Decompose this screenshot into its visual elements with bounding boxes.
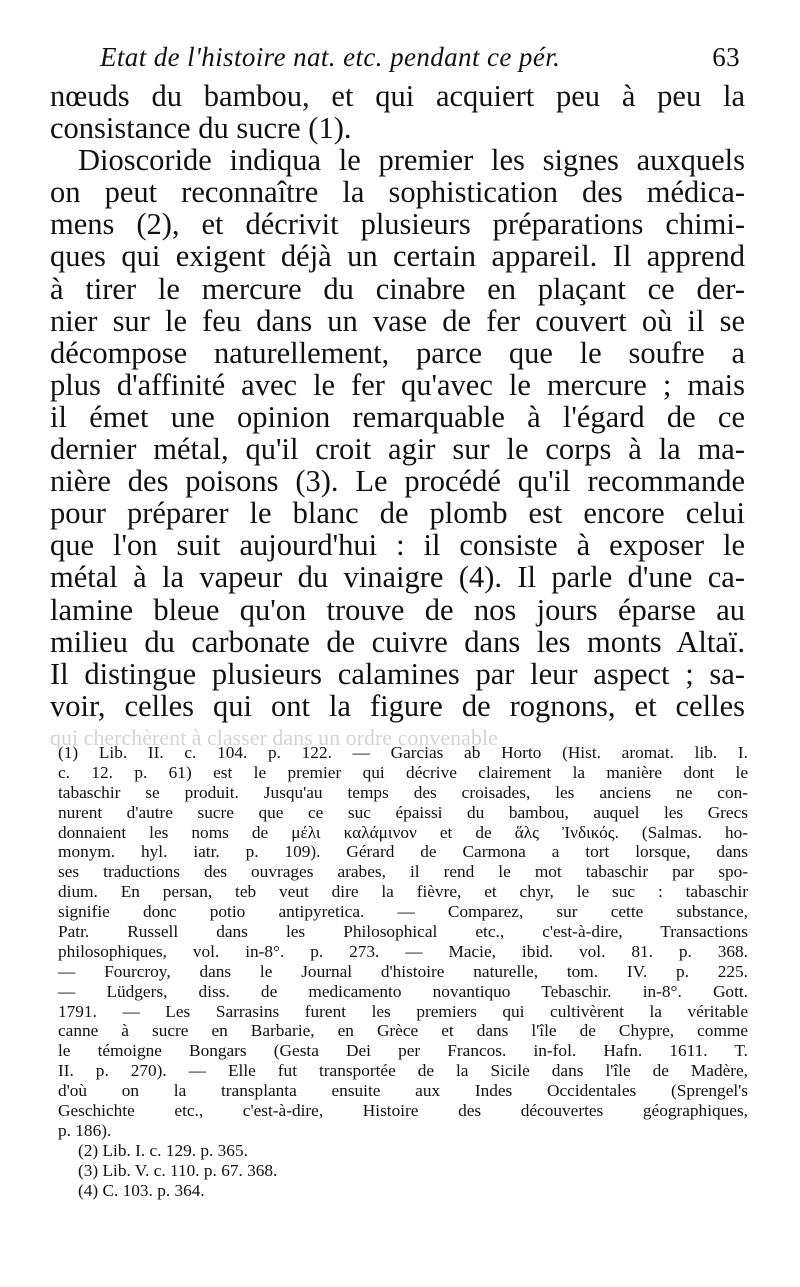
footnote-3: (3) Lib. V. c. 110. p. 67. 368. [78, 1160, 278, 1180]
text-line: voir, celles qui ont la figure de rognons, et celles [50, 688, 745, 723]
footnote-line: nurent d'autre sucre que ce suc épaissi du bambou, auquel les Grecs [58, 802, 748, 822]
footnote-line: d'où on la transplanta ensuite aux Indes Occidentales (Sprengel's [58, 1081, 748, 1101]
running-title: Etat de l'histoire nat. etc. pendant ce pér. [100, 42, 561, 72]
footnote-line: — Fourcroy, dans le Journal d'histoire naturelle, tom. IV. p. 225. [58, 961, 748, 981]
footnote-line: signifie donc potio antipyretica. — Comparez, sur cette substance, [58, 902, 748, 922]
text-line: mens (2), et décrivit plusieurs préparations chimi- [50, 207, 745, 242]
footnote-line: c. 12. p. 61) est le premier qui décrive clairement la manière dont le [58, 762, 748, 782]
bleed-through-text: qui cherchèrent à classer dans un ordre convenable [50, 724, 498, 750]
footnote-line: philosophiques, vol. in-8°. p. 273. — Macie, ibid. vol. 81. p. 368. [58, 941, 748, 961]
footnote-line: monym. hyl. iatr. p. 109). Gérard de Carmona a tort lorsque, dans [58, 842, 748, 862]
footnote-4: (4) C. 103. p. 364. [78, 1180, 205, 1200]
text-line: nier sur le feu dans un vase de fer couvert où il se [50, 303, 745, 338]
footnote-line: p. 186). [58, 1120, 112, 1140]
footnote-line: le témoigne Bongars (Gesta Dei per Francos. in-fol. Hafn. 1611. T. [58, 1041, 748, 1061]
text-line: nière des poisons (3). Le procédé qu'il recommande [50, 464, 745, 499]
footnotes [58, 743, 748, 1200]
text-line: Il distingue plusieurs calamines par leur aspect ; sa- [50, 656, 745, 691]
text-line: nœuds du bambou, et qui acquiert peu à peu la [50, 79, 745, 113]
text-line: lamine bleue qu'on trouve de nos jours éparse au [50, 592, 745, 627]
text-line: milieu du carbonate de cuivre dans les monts Altaï. [50, 624, 745, 659]
text-line: ques qui exigent déjà un certain appareil. Il apprend [50, 239, 745, 274]
footnote-line: canne à sucre en Barbarie, en Grèce et dans l'île de Chypre, comme [58, 1021, 748, 1041]
page-number: 63 [712, 42, 740, 72]
text-line: Dioscoride indiqua le premier les signes auxquels [78, 143, 745, 178]
footnote-line: tabaschir se produit. Jusqu'au temps des croisades, les anciens ne con- [58, 782, 748, 802]
text-line: plus d'affinité avec le fer qu'avec le mercure ; mais [50, 367, 745, 402]
text-line: à tirer le mercure du cinabre en plaçant ce der- [50, 271, 745, 306]
text-line: décompose naturellement, parce que le soufre a [50, 335, 745, 370]
text-line: pour préparer le blanc de plomb est encore celui [50, 496, 745, 531]
footnote-2: (2) Lib. I. c. 129. p. 365. [78, 1140, 248, 1160]
footnote-line: — Lüdgers, diss. de medicamento novantiquo Tebaschir. in-8°. Gott. [58, 981, 748, 1001]
footnote-line: donnaient les noms de μέλι καλάμινον et de ἅλς Ἰνδικός. (Salmas. ho- [58, 822, 748, 842]
footnote-line: II. p. 270). — Elle fut transportée de la Sicile dans l'île de Madère, [58, 1061, 748, 1081]
running-header [100, 42, 740, 82]
text-line: on peut reconnaître la sophistication des médica- [50, 175, 745, 210]
text-line: dernier métal, qu'il croit agir sur le corps à la ma- [50, 432, 745, 467]
text-line: que l'on suit aujourd'hui : il consiste à exposer le [50, 528, 745, 563]
footnote-line: ses traductions des ouvrages arabes, il rend le mot tabaschir par spo- [58, 862, 748, 882]
text-line: métal à la vapeur du vinaigre (4). Il parle d'une ca- [50, 560, 745, 595]
footnote-line: 1791. — Les Sarrasins furent les premiers qui cultivèrent la véritable [58, 1001, 748, 1021]
footnote-line: Geschichte etc., c'est-à-dire, Histoire des découvertes géographiques, [58, 1101, 748, 1121]
footnote-line: (1) Lib. II. c. 104. p. 122. — Garcias ab Horto (Hist. aromat. lib. I. [58, 743, 748, 762]
text-line: consistance du sucre (1). [50, 111, 352, 146]
text-line: il émet une opinion remarquable à l'égard de ce [50, 399, 745, 434]
main-text [50, 80, 745, 754]
footnote-line: dium. En persan, teb veut dire la fièvre, et chyr, le suc : tabaschir [58, 882, 748, 902]
footnote-line: Patr. Russell dans les Philosophical etc., c'est-à-dire, Transactions [58, 922, 748, 942]
